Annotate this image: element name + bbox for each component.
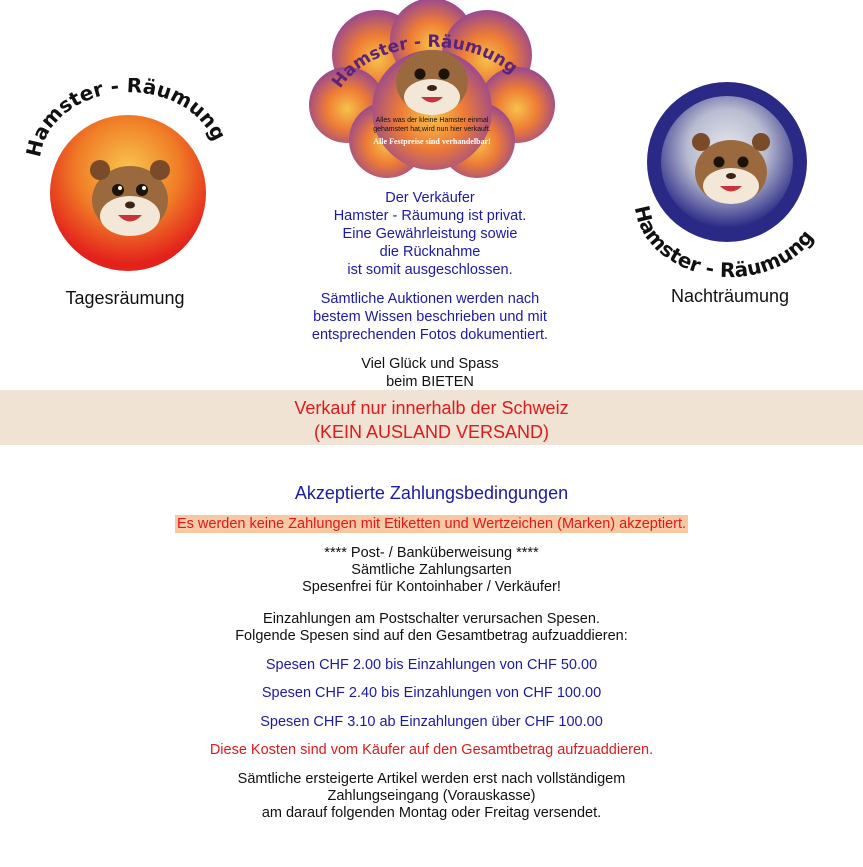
seller-disclaimer [280, 189, 580, 279]
auctions-line: Sämtliche Auktionen werden nach [320, 291, 540, 307]
dispatch-line: Zahlungseingang (Vorauskasse) [327, 788, 536, 804]
dispatch-line: am darauf folgenden Montag oder Freitag versendet. [261, 805, 602, 821]
dispatch-note [0, 771, 863, 822]
shipping-line-2: (KEIN AUSLAND VERSAND) [313, 422, 550, 442]
hamster-cloud-logo-graphic [307, 0, 557, 180]
payment-methods [0, 545, 863, 596]
auctions-note [260, 290, 600, 344]
methods-line: Spesenfrei für Kontoinhaber / Verkäufer! [302, 579, 561, 595]
luck-line: Viel Glück und Spass [361, 356, 499, 372]
logo-day-brand: Hamster - Räumun [21, 78, 223, 160]
fees-intro-line: Einzahlungen am Postschalter verursachen Spesen. [263, 611, 600, 627]
logo-center-note: Alle Festpreise sind verhandelbar! [373, 137, 491, 146]
hamster-day-logo-graphic [18, 78, 228, 278]
caption-tagesraeumung: Tagesräumung [65, 288, 185, 308]
shipping-line-1: Verkauf nur innerhalb der Schweiz [294, 398, 569, 418]
logo-center [307, 0, 557, 180]
disclaimer-line: ist somit ausgeschlossen. [347, 262, 513, 278]
fees-intro [0, 611, 863, 645]
logo-night-brand: Hamster - Räumung [629, 203, 819, 282]
logo-night [625, 82, 835, 282]
disclaimer-line: Hamster - Räumung ist privat. [333, 208, 527, 224]
caption-nachtraeumung: Nachträumung [670, 286, 790, 306]
costs-note: Diese Kosten sind vom Käufer auf den Gesamtbetrag aufzuaddieren. [209, 742, 654, 758]
fees-intro-line: Folgende Spesen sind auf den Gesamtbetrag aufzuaddieren: [235, 628, 628, 644]
good-luck [300, 355, 560, 391]
fee-row: Spesen CHF 2.40 bis Einzahlungen von CHF 100.00 [261, 685, 602, 701]
methods-line: Sämtliche Zahlungsarten [351, 562, 512, 578]
dispatch-line: Sämtliche ersteigerte Artikel werden erst nach vollständigem [237, 771, 626, 787]
fee-row: Spesen CHF 3.10 ab Einzahlungen über CHF 100.00 [260, 714, 603, 730]
payment-warning: Es werden keine Zahlungen mit Etiketten und Wertzeichen (Marken) akzeptiert. [176, 516, 687, 532]
payment-warning-row [0, 516, 863, 532]
logo-center-tagline: Alles was der kleine Hamster einmal gehamstert hat,wird nun hier verkauft. [373, 117, 491, 133]
disclaimer-line: Eine Gewährleistung sowie [342, 226, 518, 242]
fee-row: Spesen CHF 2.00 bis Einzahlungen von CHF 50.00 [265, 657, 598, 673]
disclaimer-line: die Rücknahme [379, 244, 481, 260]
logo-day [18, 78, 228, 278]
payment-heading: Akzeptierte Zahlungsbedingungen [294, 483, 569, 503]
disclaimer-line: Der Verkäufer [385, 190, 475, 206]
luck-line: beim BIETEN [386, 374, 474, 390]
logo-center-brand: Hamster - Räumung [328, 31, 522, 93]
methods-line: **** Post- / Banküberweisung **** [324, 545, 539, 561]
auctions-line: bestem Wissen beschrieben und mit [313, 309, 547, 325]
hamster-night-logo-graphic [625, 82, 835, 282]
auctions-line: entsprechenden Fotos dokumentiert. [311, 327, 549, 343]
